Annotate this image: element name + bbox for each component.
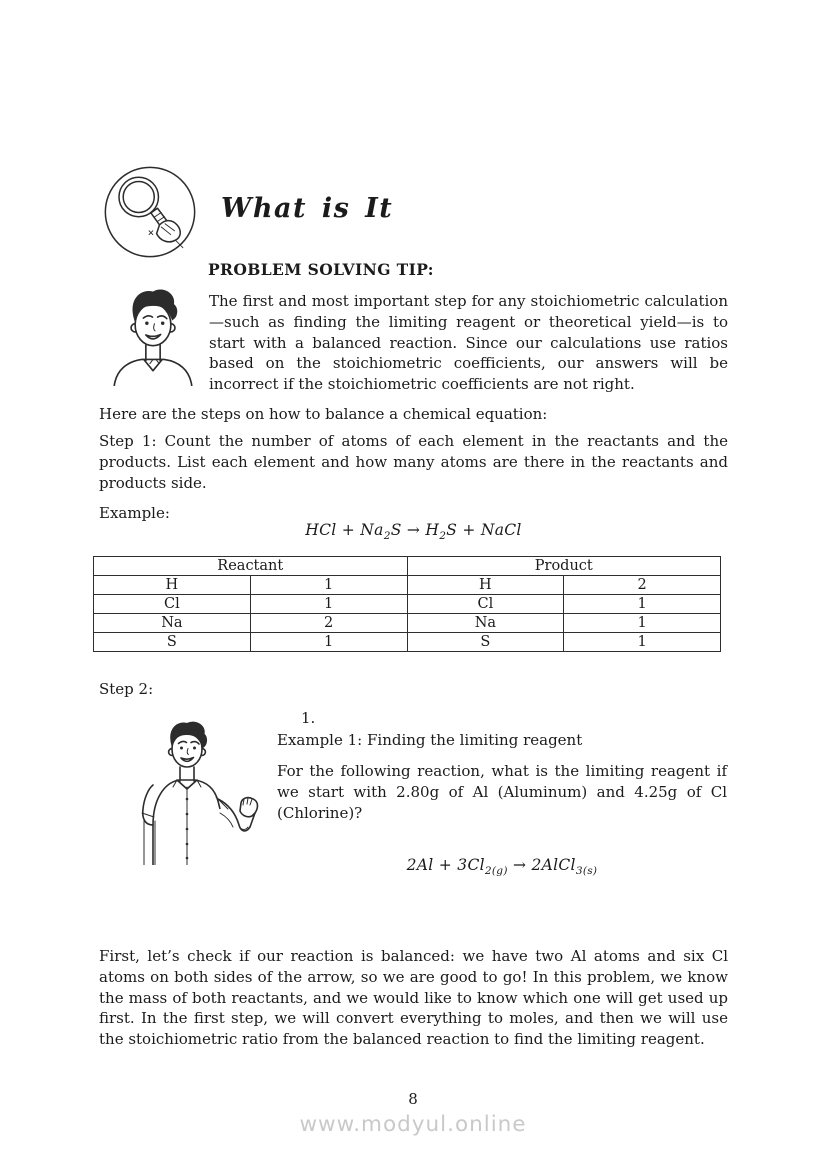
step2-label: Step 2:	[99, 680, 154, 698]
cell: S	[407, 633, 564, 652]
cell: 2	[564, 576, 721, 595]
product-header: Product	[407, 557, 721, 576]
cell: S	[94, 633, 251, 652]
cell: 1	[250, 595, 407, 614]
watermark: www.modyul.online	[299, 1112, 527, 1137]
cell: Na	[94, 614, 251, 633]
tip-body	[99, 291, 728, 395]
cell: 1	[564, 633, 721, 652]
page-title: What is It	[221, 193, 394, 224]
cell: H	[94, 576, 251, 595]
tip-heading: PROBLEM SOLVING TIP:	[208, 260, 434, 279]
cell: Cl	[407, 595, 564, 614]
cell: 1	[564, 614, 721, 633]
cell: 2	[250, 614, 407, 633]
closing-paragraph: First, let’s check if our reaction is balanced: we have two Al atoms and six Cl atoms on both sides of the arrow, so we are good to go! In this problem, we know the mass of both reactants, and we would like to know which one will get used up first. In the first step, we will convert everything to moles, and then we will use the stoichiometric ratio from the balanced reaction to find the limiting reagent.	[99, 947, 728, 1049]
example-body: For the following reaction, what is the limiting reagent if we start with 2.80g of Al (Aluminum) and 4.25g of Cl (Chlorine)?	[277, 762, 727, 822]
example1-block	[277, 708, 727, 878]
example-number: 1.	[301, 709, 316, 727]
tip-body-text: The first and most important step for any stoichiometric calculation—such as finding the limiting reagent or theoretical yield—is to start with a balanced reaction. Since our calculations use ratios based on the stoichiometric coefficients, our answers will be incorrect if the stoichiometric coefficients are not right.	[209, 292, 728, 394]
cell: 1	[250, 633, 407, 652]
reactant-header: Reactant	[94, 557, 408, 576]
cell: Cl	[94, 595, 251, 614]
table-row	[94, 595, 721, 614]
illustration-spacer	[99, 291, 209, 375]
cell: 1	[250, 576, 407, 595]
atom-count-table	[93, 556, 721, 652]
example-label: Example:	[99, 504, 170, 522]
step1-text: Step 1: Count the number of atoms of each element in the reactants and the products. List each element and how many atoms are there in the reactants and products side.	[99, 432, 728, 492]
cell: Na	[407, 614, 564, 633]
chemical-equation-1: HCl + $Na_2S \to H_2S$ + NaCl	[305, 521, 522, 543]
table-row	[94, 633, 721, 652]
cell: 1	[564, 595, 721, 614]
table-row	[94, 576, 721, 595]
intro-text: Here are the steps on how to balance a chemical equation:	[99, 405, 548, 423]
magnifier-in-circle-icon	[103, 165, 197, 259]
tutor-presenting-illustration person-icon	[136, 721, 260, 865]
chemical-equation-2: $2Al + 3Cl_{2(g)}$ → 2AlCl$_{3(s)}$	[406, 856, 598, 878]
table-header-row	[94, 557, 721, 576]
example-title: Example 1: Finding the limiting reagent	[277, 731, 583, 749]
table-row	[94, 614, 721, 633]
cell: H	[407, 576, 564, 595]
page-number: 8	[408, 1090, 418, 1108]
